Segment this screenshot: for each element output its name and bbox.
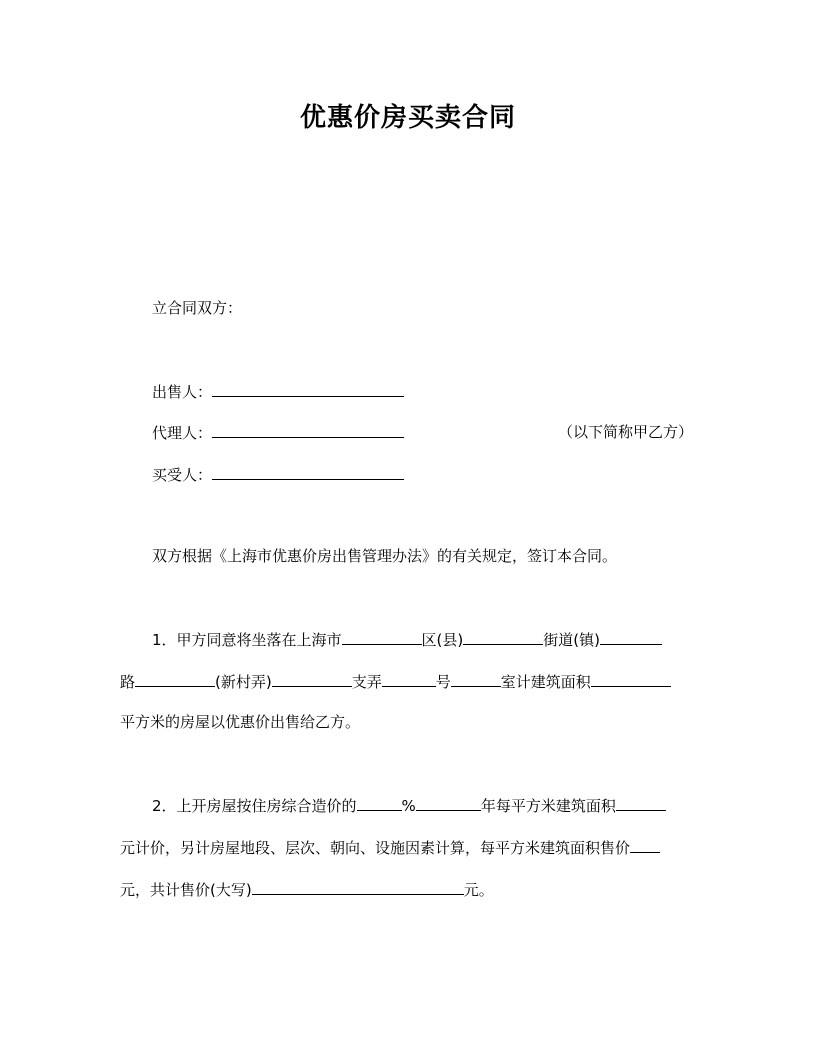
- clause1-text: 区(县): [421, 631, 464, 649]
- sublane-blank[interactable]: [382, 671, 436, 687]
- clause1-line1: [152, 629, 662, 650]
- clause2-text: 2．上开房屋按住房综合造价的: [152, 797, 357, 815]
- buyer-blank[interactable]: [212, 464, 404, 480]
- clause1-text: 街道(镇): [543, 631, 600, 649]
- document-title: 优惠价房买卖合同: [299, 103, 516, 133]
- price-blank[interactable]: [616, 795, 666, 811]
- road-name-blank[interactable]: [135, 671, 215, 687]
- clause1-line2: [120, 671, 671, 692]
- number-blank[interactable]: [451, 671, 501, 687]
- agent-label: 代理人：: [152, 424, 213, 442]
- unit-price-blank[interactable]: [630, 837, 660, 853]
- year-blank[interactable]: [416, 795, 481, 811]
- clause1-text: 支弄: [351, 673, 382, 691]
- clause1-line3: 平方米的房屋以优惠价出售给乙方。: [120, 713, 361, 731]
- clause2-text: 年每平方米建筑面积: [480, 797, 616, 815]
- total-price-blank[interactable]: [252, 879, 464, 895]
- district-blank[interactable]: [342, 629, 422, 645]
- buyer-line: [152, 464, 404, 485]
- clause2-text: 元计价，另计房屋地段、层次、朝向、设施因素计算，每平方米建筑面积售价: [120, 839, 631, 857]
- buyer-label: 买受人：: [152, 466, 213, 484]
- seller-line: [152, 381, 404, 402]
- agent-line: [152, 422, 404, 443]
- clause1-text: (新村弄): [215, 673, 272, 691]
- parties-note: （以下简称甲乙方）: [558, 423, 694, 441]
- area-blank[interactable]: [591, 671, 671, 687]
- lane-blank[interactable]: [272, 671, 352, 687]
- clause2-text: %: [401, 797, 416, 815]
- clause2-line2: [120, 837, 660, 858]
- clause1-text: 1．甲方同意将坐落在上海市: [152, 631, 342, 649]
- seller-label: 出售人：: [152, 383, 213, 401]
- clause1-text: 号: [435, 673, 451, 691]
- agent-blank[interactable]: [212, 422, 404, 438]
- clause2-line3: [120, 879, 494, 900]
- clause2-text: 元，共计售价(大写): [120, 881, 252, 899]
- parties-heading: 立合同双方：: [152, 299, 243, 317]
- preamble: 双方根据《上海市优惠价房出售管理办法》的有关规定，签订本合同。: [152, 547, 618, 565]
- street-blank[interactable]: [463, 629, 543, 645]
- seller-blank[interactable]: [212, 381, 404, 397]
- clause1-text: 室计建筑面积: [500, 673, 591, 691]
- clause2-line1: [152, 795, 666, 816]
- clause2-text: 元。: [463, 881, 494, 899]
- clause1-text: 路: [120, 673, 136, 691]
- road-blank[interactable]: [600, 629, 662, 645]
- percent-blank[interactable]: [357, 795, 402, 811]
